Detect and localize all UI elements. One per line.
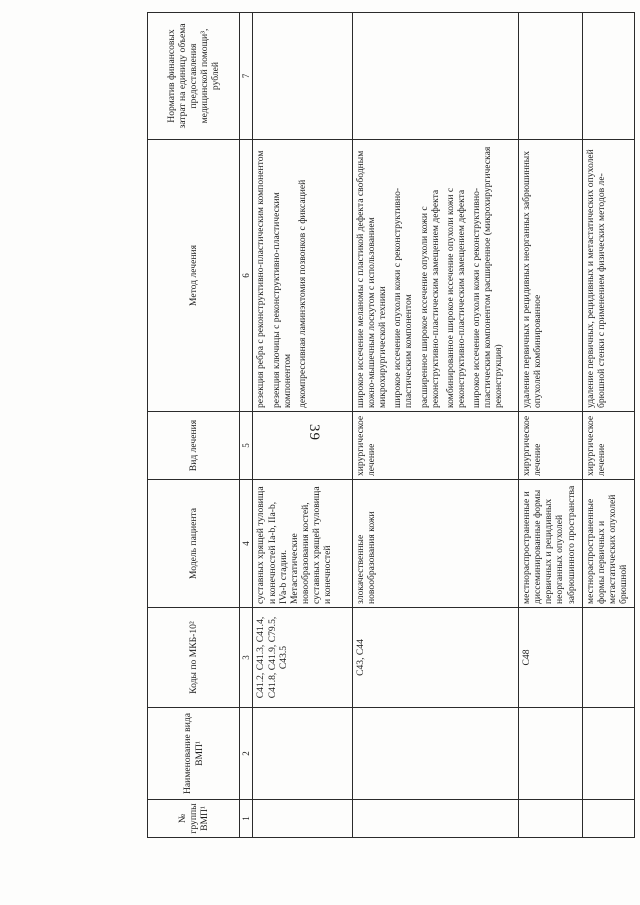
column-number: 4 (240, 480, 253, 608)
group-number-cell (253, 800, 353, 838)
patient-model-cell: злокачественные новообразования кожи (352, 480, 518, 608)
vmp-table (147, 12, 635, 838)
header-treatment-type: Вид лечения (148, 412, 240, 480)
icd-codes-cell (582, 608, 634, 708)
icd-codes-cell: C48 (519, 608, 583, 708)
treatment-method-item: широкое иссечение опухоли кожи с реконструктивно-пластическим компонентом расширенное (микрохирургическая реконструкция) (471, 146, 505, 408)
group-number-cell (352, 800, 518, 838)
header-cost-norm: Норматив финансовых затрат на единицу объема предоставления медицинской помощи³, рублей (148, 13, 240, 140)
table-row (253, 13, 353, 838)
treatment-method-item: удаление первичных и рецидивных неорганных забрюшинных опухолей комбинированное (521, 150, 544, 408)
column-number: 3 (240, 608, 253, 708)
icd-codes-cell: C43, C44 (352, 608, 518, 708)
header-patient-model: Модель пациента (148, 480, 240, 608)
header-icd-codes: Коды по МКБ-10² (148, 608, 240, 708)
column-number: 6 (240, 140, 253, 412)
column-number: 1 (240, 800, 253, 838)
page-number: 39 (306, 424, 322, 441)
patient-model-cell: суставных хрящей туловища и конечностей Ia-b, IIa-b, IVa-b стадии. Метастатические новообразования костей, суставных хрящей туловища и конечностей (253, 480, 353, 608)
treatment-type-cell: хирургическое лечение (582, 412, 634, 480)
treatment-method-item: широкое иссечение меланомы с пластикой дефекта свободным кожно-мышечным лоскутом с использованием микрохирургической техники (354, 150, 389, 408)
vmp-table-page (147, 13, 635, 838)
table-row (352, 13, 518, 838)
treatment-type-cell (253, 412, 353, 480)
treatment-method-item: комбинированное широкое иссечение опухоли кожи с реконструктивно-пластическим замещением дефекта (444, 187, 467, 408)
table-row (582, 13, 634, 838)
group-number-cell (582, 800, 634, 838)
treatment-method-item: резекция ключицы с реконструктивно-пластическим компонентом (270, 192, 293, 408)
cost-norm-cell (253, 13, 353, 140)
vmp-name-cell (253, 708, 353, 800)
vmp-name-cell (352, 708, 518, 800)
treatment-method-item: широкое иссечение опухоли кожи с реконструктивно-пластическим компонентом (392, 187, 415, 408)
treatment-method-cell (253, 140, 353, 412)
table-header-row (148, 13, 240, 838)
header-group-number: № группы ВМП¹ (148, 800, 240, 838)
column-number: 7 (240, 13, 253, 140)
treatment-method-cell (519, 140, 583, 412)
header-treatment-method: Метод лечения (148, 140, 240, 412)
treatment-type-cell: хирургическое лечение (519, 412, 583, 480)
group-number-cell (519, 800, 583, 838)
treatment-method-item: декомпрессивная ламинэктомия позвонков с фиксацией (296, 179, 308, 408)
cost-norm-cell (352, 13, 518, 140)
table-row (519, 13, 583, 838)
cost-norm-cell (582, 13, 634, 140)
cost-norm-cell (519, 13, 583, 140)
treatment-method-cell (582, 140, 634, 412)
column-number: 2 (240, 708, 253, 800)
treatment-method-item: резекция ребра с реконструктивно-пластическим компонентом (255, 150, 267, 408)
column-number: 5 (240, 412, 253, 480)
header-vmp-name: Наименование вида ВМП¹ (148, 708, 240, 800)
column-number-row (240, 13, 253, 838)
treatment-method-item: расширенное широкое иссечение опухоли кожи с реконструктивно-пластическим замещением дефекта (418, 189, 441, 408)
vmp-name-cell (582, 708, 634, 800)
icd-codes-cell: C41.2, C41.3, C41.4, C41.8, C41.9, C79.5, C43.5 (253, 608, 353, 708)
treatment-method-item: удаление первичных, рецидивных и метастатических опухолей брюшной стенки с применением физических методов ле- (584, 149, 607, 408)
treatment-method-cell (352, 140, 518, 412)
vmp-name-cell (519, 708, 583, 800)
patient-model-cell: местнораспространенные и диссеминированные формы первичных и рецидивных неорганных опухолей забрюшинного пространства (519, 480, 583, 608)
patient-model-cell: местнораспространенные формы первичных и метастатических опухолей брюшной (582, 480, 634, 608)
treatment-type-cell: хирургическое лечение (352, 412, 518, 480)
